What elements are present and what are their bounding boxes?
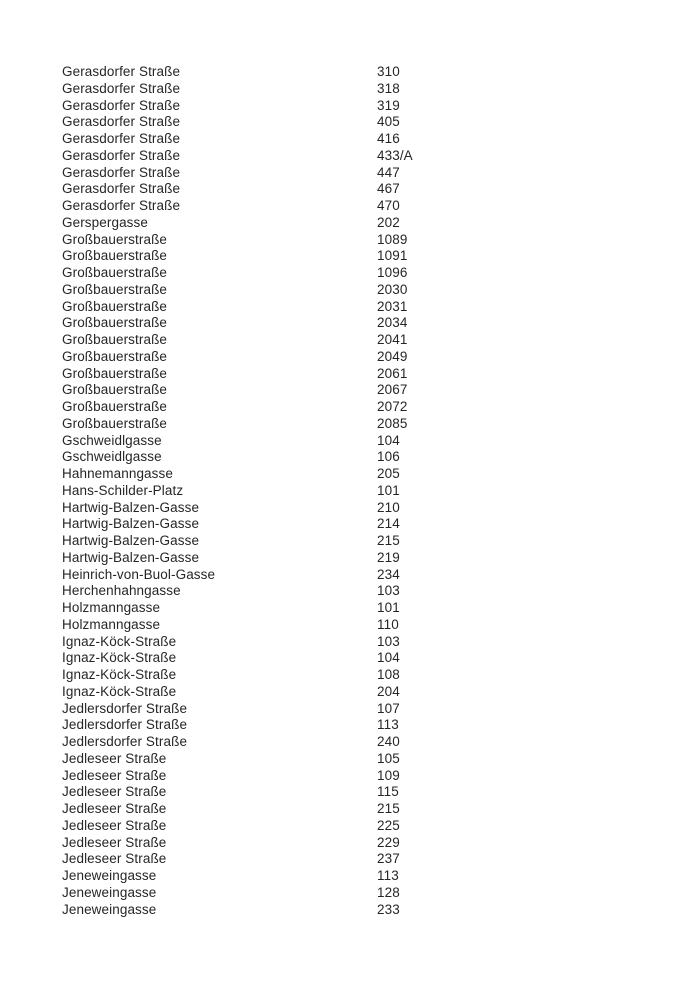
list-item [62,583,700,600]
street-name: Gerasdorfer Straße [62,181,181,197]
street-number: 470 [377,198,400,213]
list-item [62,114,700,131]
street-name: Großbauerstraße [62,365,168,381]
list-item [62,600,700,617]
street-name: Herchenhahngasse [62,583,181,599]
street-name: Jedleseer Straße [62,784,167,800]
list-item [62,382,700,399]
list-item [62,851,700,868]
street-number: 205 [377,466,400,481]
street-number: 1091 [377,248,408,264]
list-item [62,684,700,701]
street-number: 104 [377,432,400,448]
street-number: 2085 [377,415,408,431]
street-name: Großbauerstraße [62,415,168,431]
list-item [62,784,700,801]
street-number: 204 [377,683,400,699]
list-item [62,768,700,785]
list-item [62,835,700,852]
list-item [62,717,700,734]
street-name: Großbauerstraße [62,265,168,280]
list-item [62,81,700,98]
list-item [62,483,700,500]
street-number: 103 [377,633,400,649]
street-name: Jedlersdorfer Straße [62,700,188,716]
street-number: 110 [377,616,399,632]
street-name: Hartwig-Balzen-Gasse [62,499,200,515]
list-item [62,617,700,634]
street-name: Gerasdorfer Straße [62,114,181,130]
street-number: 2030 [377,281,408,297]
street-number: 229 [377,834,400,850]
street-name: Gerasdorfer Straße [62,164,181,180]
street-number: 318 [377,80,400,96]
street-number: 215 [377,533,400,548]
street-number: 101 [377,482,400,498]
street-name: Großbauerstraße [62,348,168,364]
list-item [62,366,700,383]
street-number: 1096 [377,265,408,280]
street-name: Großbauerstraße [62,298,168,314]
street-number: 319 [377,97,400,113]
list-item [62,215,700,232]
street-name: Jedlersdorfer Straße [62,717,188,733]
street-number: 2041 [377,332,408,347]
street-name: Jedleseer Straße [62,750,167,766]
street-number: 215 [377,801,400,816]
street-number: 202 [377,214,400,230]
street-number: 103 [377,583,400,599]
street-name: Ignaz-Köck-Straße [62,633,177,649]
list-item [62,801,700,818]
list-item [62,232,700,249]
street-number: 2067 [377,382,408,398]
list-item [62,332,700,349]
street-name: Jedleseer Straße [62,817,167,833]
street-number: 101 [377,600,400,615]
list-item [62,265,700,282]
street-number: 107 [377,700,400,716]
list-item [62,550,700,567]
street-name: Jedleseer Straße [62,851,167,867]
street-name: Hartwig-Balzen-Gasse [62,516,200,532]
street-name: Ignaz-Köck-Straße [62,650,177,666]
list-item [62,299,700,316]
list-item [62,466,700,483]
list-item [62,516,700,533]
street-number: 225 [377,817,400,833]
street-name: Gerasdorfer Straße [62,64,181,79]
street-number: 233 [377,901,400,917]
street-name: Großbauerstraße [62,315,168,331]
list-item [62,64,700,81]
list-item [62,148,700,165]
street-name: Großbauerstraße [62,332,168,347]
list-item [62,634,700,651]
list-item [62,567,700,584]
list-item [62,500,700,517]
street-number: 1089 [377,231,408,247]
street-number: 210 [377,499,400,515]
list-item [62,282,700,299]
street-number: 2031 [377,298,408,314]
street-number: 214 [377,516,400,532]
street-name: Hahnemanngasse [62,466,173,481]
street-number: 104 [377,650,400,666]
street-number: 2072 [377,399,408,414]
list-item [62,734,700,751]
street-name: Gerasdorfer Straße [62,97,181,113]
street-number: 416 [377,131,400,146]
street-number: 310 [377,64,400,79]
street-name: Jedlersdorfer Straße [62,734,188,749]
list-item [62,315,700,332]
street-name: Gerspergasse [62,214,148,230]
street-name: Großbauerstraße [62,399,168,414]
street-number: 234 [377,566,400,582]
street-name: Gerasdorfer Straße [62,198,181,213]
street-number: 109 [377,767,400,783]
street-number: 447 [377,164,400,180]
list-item [62,131,700,148]
street-name: Großbauerstraße [62,281,168,297]
street-name: Jedleseer Straße [62,801,167,816]
list-item [62,349,700,366]
street-number: 2034 [377,315,408,331]
street-name: Hans-Schilder-Platz [62,482,184,498]
street-number: 433/A [377,147,413,163]
street-name: Gerasdorfer Straße [62,131,181,146]
list-item [62,667,700,684]
street-number: 105 [377,750,400,766]
street-name: Jedleseer Straße [62,834,167,850]
street-number: 467 [377,181,400,197]
street-number: 237 [377,851,400,867]
street-name: Ignaz-Köck-Straße [62,683,177,699]
street-name: Gerasdorfer Straße [62,147,181,163]
list-item [62,399,700,416]
street-name: Holzmanngasse [62,600,161,615]
list-item [62,433,700,450]
list-item [62,198,700,215]
street-number: 128 [377,884,400,900]
list-item [62,868,700,885]
street-number: 2049 [377,348,408,364]
street-name: Hartwig-Balzen-Gasse [62,549,200,565]
street-name: Heinrich-von-Buol-Gasse [62,566,216,582]
street-name: Gschweidlgasse [62,432,162,448]
list-item [62,650,700,667]
address-list [62,64,700,918]
street-name: Großbauerstraße [62,231,168,247]
list-item [62,416,700,433]
street-number: 2061 [377,365,408,381]
street-name: Jedleseer Straße [62,767,167,783]
street-name: Großbauerstraße [62,248,168,264]
list-item [62,449,700,466]
list-item [62,902,700,919]
street-number: 240 [377,734,400,749]
street-name: Holzmanngasse [62,616,161,632]
street-number: 405 [377,114,400,130]
street-name: Jeneweingasse [62,901,157,917]
list-item [62,701,700,718]
list-item [62,751,700,768]
list-item [62,181,700,198]
street-number: 115 [377,784,399,800]
street-number: 108 [377,667,400,682]
street-number: 106 [377,449,400,465]
street-name: Hartwig-Balzen-Gasse [62,533,200,548]
street-name: Großbauerstraße [62,382,168,398]
list-item [62,248,700,265]
street-name: Jeneweingasse [62,884,157,900]
street-number: 113 [377,717,399,733]
street-name: Ignaz-Köck-Straße [62,667,177,682]
street-number: 219 [377,549,400,565]
list-item [62,98,700,115]
list-item [62,533,700,550]
list-item [62,165,700,182]
list-item [62,818,700,835]
street-name: Gerasdorfer Straße [62,80,181,96]
street-name: Gschweidlgasse [62,449,162,465]
street-name: Jeneweingasse [62,868,157,883]
list-item [62,885,700,902]
street-number: 113 [377,868,399,883]
